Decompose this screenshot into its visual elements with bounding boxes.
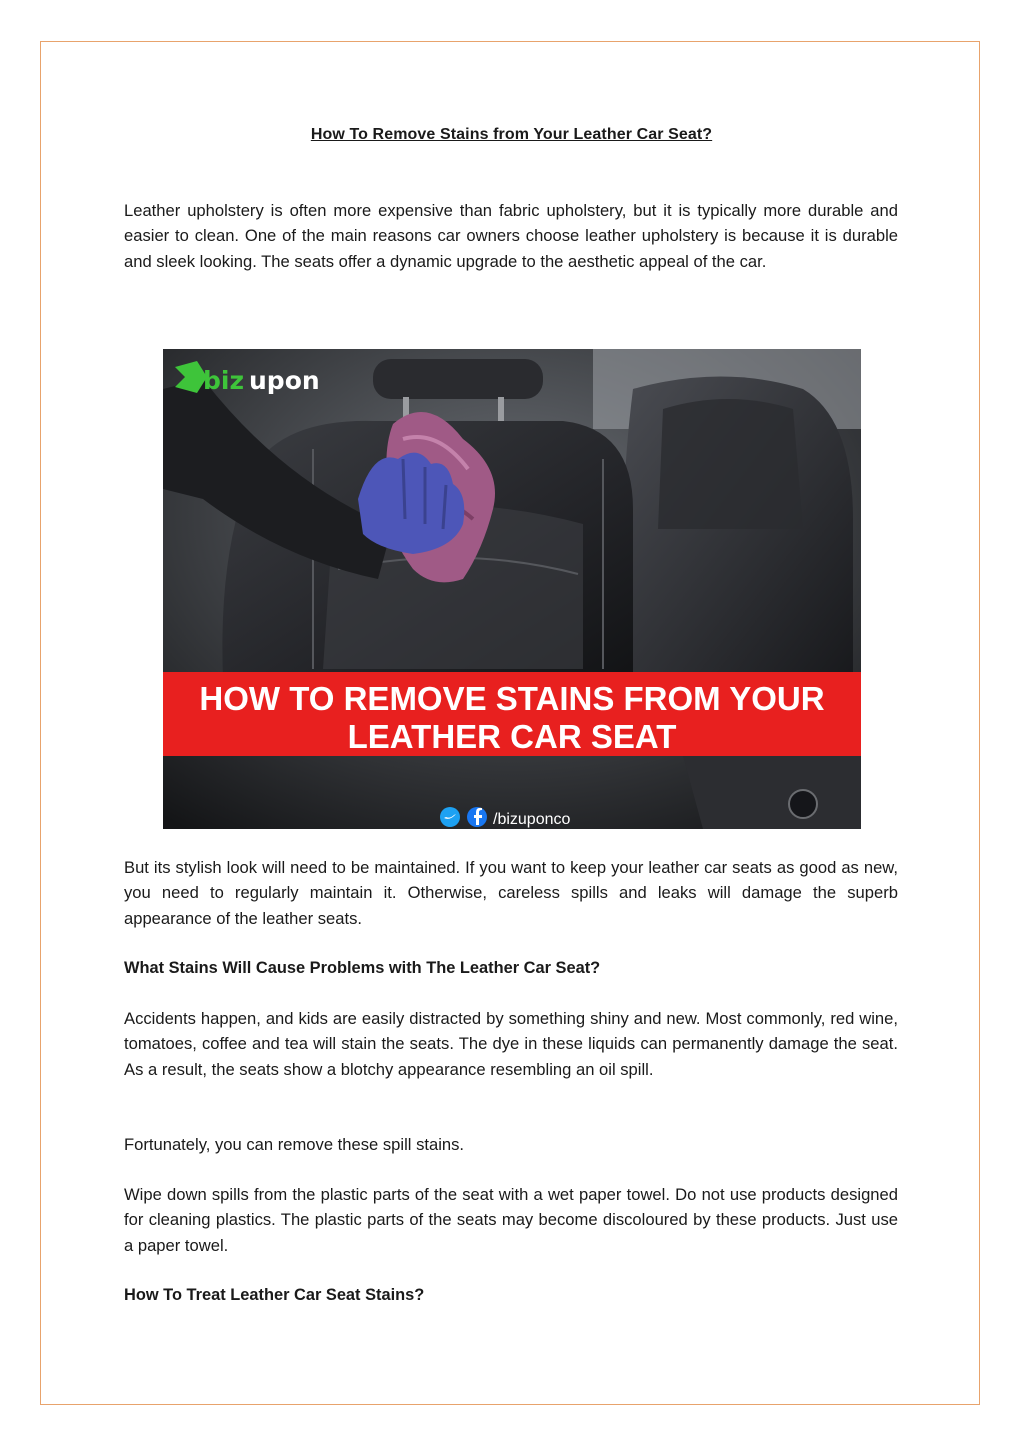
- headrest: [373, 359, 543, 399]
- twitter-icon: [440, 807, 460, 827]
- intro-paragraph: Leather upholstery is often more expensive than fabric upholstery, but it is typically more durable and easier to clean. One of the main reasons car owners choose leather upholstery is because it is durable and sleek looking. The seats offer a dynamic upgrade to the aesthetic appeal of the car.: [124, 201, 898, 271]
- article-image: [163, 349, 861, 829]
- logo-text-prefix: biz: [203, 366, 245, 395]
- section-heading-treat: How To Treat Leather Car Seat Stains?: [124, 1286, 425, 1304]
- maintenance-paragraph: But its stylish look will need to be maintained. If you want to keep your leather car seats as good as new, you need to regularly maintain it. Otherwise, careless spills and leaks will damage the superb appearance of the leather seats.: [124, 858, 898, 928]
- fortunately-paragraph: Fortunately, you can remove these spill stains.: [124, 1135, 465, 1154]
- social-handle: /bizuponco: [493, 811, 571, 828]
- banner-line-2: LEATHER CAR SEAT: [347, 718, 677, 755]
- section-heading-stains: What Stains Will Cause Problems with The Leather Car Seat?: [124, 959, 601, 977]
- stains-paragraph: Accidents happen, and kids are easily distracted by something shiny and new. Most commonly, red wine, tomatoes, coffee and tea will stain the seats. The dye in these liquids can permanently damage the seat. As a result, the seats show a blotchy appearance resembling an oil spill.: [124, 1009, 898, 1079]
- wipe-paragraph: Wipe down spills from the plastic parts of the seat with a wet paper towel. Do not use products designed for cleaning plastics. The plastic parts of the seats may become discoloured by these products. Just use a paper towel.: [124, 1185, 898, 1255]
- banner-line-1: HOW TO REMOVE STAINS FROM YOUR: [199, 680, 825, 717]
- logo-text-suffix: upon: [249, 366, 320, 395]
- document-title: How To Remove Stains from Your Leather Car Seat?: [310, 126, 713, 143]
